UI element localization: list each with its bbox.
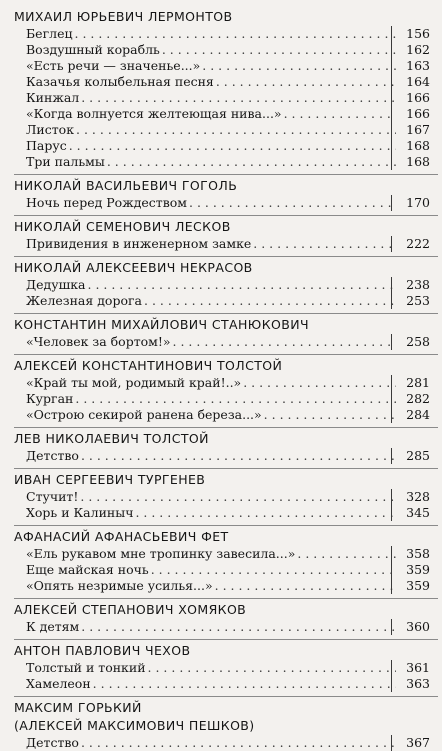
entry-title: Беглец — [26, 26, 73, 41]
dot-leader — [216, 74, 396, 90]
toc-entry[interactable] — [26, 391, 430, 407]
toc-entry[interactable] — [26, 334, 430, 350]
entry-title: Детство — [26, 735, 79, 750]
toc-section — [14, 696, 438, 751]
entry-page-number: 367 — [406, 735, 430, 750]
toc-entry[interactable] — [26, 407, 430, 423]
author-name: КОНСТАНТИН МИХАЙЛОВИЧ СТАНЮКОВИЧ — [14, 317, 309, 332]
entry-title: «Есть речи — значенье...» — [26, 58, 201, 73]
entry-page-number: 167 — [406, 122, 430, 137]
entry-title: Хамелеон — [26, 676, 91, 691]
author-real-name: (АЛЕКСЕЙ МАКСИМОВИЧ ПЕШКОВ) — [14, 718, 255, 733]
entry-page-number: 253 — [406, 293, 430, 308]
entry-list — [26, 236, 430, 252]
author-name: ИВАН СЕРГЕЕВИЧ ТУРГЕНЕВ — [14, 472, 206, 487]
entry-page-number: 345 — [406, 505, 430, 520]
entry-title: Хорь и Калиныч — [26, 505, 134, 520]
toc-entry[interactable] — [26, 489, 430, 505]
entry-page-number: 360 — [406, 619, 430, 634]
toc-entry[interactable] — [26, 676, 430, 692]
toc-entry[interactable] — [26, 505, 430, 521]
entry-page-number: 168 — [406, 154, 430, 169]
entry-page-number: 281 — [406, 375, 430, 390]
dot-leader — [243, 375, 396, 391]
toc-entry[interactable] — [26, 122, 430, 138]
dot-leader — [162, 42, 396, 58]
entry-title: «Край ты мой, родимый край!..» — [26, 375, 242, 390]
dot-leader — [253, 236, 396, 252]
dot-leader — [284, 106, 396, 122]
toc-section — [14, 313, 438, 350]
entry-title: Толстый и тонкий — [26, 660, 146, 675]
entry-title: Стучит! — [26, 489, 79, 504]
toc-entry[interactable] — [26, 154, 430, 170]
toc-entry[interactable] — [26, 74, 430, 90]
dot-leader — [93, 676, 396, 692]
entry-page-number: 361 — [406, 660, 430, 675]
toc-section — [14, 6, 438, 170]
entry-title: К детям — [26, 619, 80, 634]
entry-list — [26, 26, 430, 170]
entry-page-number: 162 — [406, 42, 430, 57]
toc-section — [14, 174, 438, 211]
author-name: ЛЕВ НИКОЛАЕВИЧ ТОЛСТОЙ — [14, 431, 209, 446]
entry-page-number: 328 — [406, 489, 430, 504]
dot-leader — [107, 154, 396, 170]
entry-page-number: 285 — [406, 448, 430, 463]
dot-leader — [151, 562, 396, 578]
entry-page-number: 258 — [406, 334, 430, 349]
entry-page-number: 168 — [406, 138, 430, 153]
author-name: НИКОЛАЙ АЛЕКСЕЕВИЧ НЕКРАСОВ — [14, 260, 253, 275]
entry-list — [26, 334, 430, 350]
entry-page-number: 164 — [406, 74, 430, 89]
toc-entry[interactable] — [26, 578, 430, 594]
entry-list — [26, 619, 430, 635]
author-name: МИХАИЛ ЮРЬЕВИЧ ЛЕРМОНТОВ — [14, 9, 233, 24]
entry-page-number: 166 — [406, 106, 430, 121]
author-name: АЛЕКСЕЙ СТЕПАНОВИЧ ХОМЯКОВ — [14, 602, 247, 617]
entry-title: Листок — [26, 122, 75, 137]
toc-entry[interactable] — [26, 735, 430, 751]
entry-title: «Человек за бортом!» — [26, 334, 171, 349]
entry-title: Кинжал — [26, 90, 80, 105]
entry-title: Железная дорога — [26, 293, 142, 308]
toc-section — [14, 468, 438, 521]
entry-page-number: 166 — [406, 90, 430, 105]
entry-list — [26, 546, 430, 594]
dot-leader — [264, 407, 396, 423]
entry-page-number: 284 — [406, 407, 430, 422]
entry-page-number: 359 — [406, 562, 430, 577]
dot-leader — [81, 90, 396, 106]
toc-section — [14, 639, 438, 692]
dot-leader — [81, 619, 396, 635]
entry-title: Еще майская ночь — [26, 562, 149, 577]
author-name: НИКОЛАЙ СЕМЕНОВИЧ ЛЕСКОВ — [14, 219, 231, 234]
toc-entry[interactable] — [26, 375, 430, 391]
entry-page-number: 222 — [406, 236, 430, 251]
toc-entry[interactable] — [26, 562, 430, 578]
entry-title: «Опять незримые усилья...» — [26, 578, 213, 593]
entry-title: Три пальмы — [26, 154, 105, 169]
entry-list — [26, 735, 430, 751]
dot-leader — [297, 546, 396, 562]
entry-page-number: 156 — [406, 26, 430, 41]
entry-page-number: 358 — [406, 546, 430, 561]
entry-title: Воздушный корабль — [26, 42, 160, 57]
toc-entry[interactable] — [26, 277, 430, 293]
toc-entry[interactable] — [26, 26, 430, 42]
entry-page-number: 282 — [406, 391, 430, 406]
dot-leader — [135, 505, 396, 521]
entry-page-number: 163 — [406, 58, 430, 73]
author-name: МАКСИМ ГОРЬКИЙ — [14, 700, 142, 715]
entry-title: Детство — [26, 448, 79, 463]
toc-section — [14, 256, 438, 309]
toc-section — [14, 215, 438, 252]
entry-page-number: 170 — [406, 195, 430, 210]
entry-page-number: 363 — [406, 676, 430, 691]
author-name: НИКОЛАЙ ВАСИЛЬЕВИЧ ГОГОЛЬ — [14, 178, 238, 193]
toc-entry[interactable] — [26, 90, 430, 106]
toc-section — [14, 354, 438, 423]
entry-page-number: 238 — [406, 277, 430, 292]
dot-leader — [144, 293, 396, 309]
table-of-contents — [14, 6, 438, 751]
entry-list — [26, 277, 430, 309]
toc-section — [14, 525, 438, 594]
toc-entry[interactable] — [26, 236, 430, 252]
entry-title: Дедушка — [26, 277, 86, 292]
toc-entry[interactable] — [26, 195, 430, 211]
entry-page-number: 359 — [406, 578, 430, 593]
entry-title: «Ель рукавом мне тропинку завесила...» — [26, 546, 296, 561]
dot-leader — [148, 660, 396, 676]
entry-list — [26, 195, 430, 211]
entry-list — [26, 660, 430, 692]
toc-section — [14, 598, 438, 635]
toc-entry[interactable] — [26, 58, 430, 74]
dot-leader — [76, 122, 396, 138]
dot-leader — [75, 391, 396, 407]
dot-leader — [202, 58, 396, 74]
entry-title: «Острою секирой ранена береза...» — [26, 407, 262, 422]
toc-entry[interactable] — [26, 619, 430, 635]
dot-leader — [81, 735, 396, 751]
toc-entry[interactable] — [26, 293, 430, 309]
toc-entry[interactable] — [26, 42, 430, 58]
entry-title: Ночь перед Рождеством — [26, 195, 187, 210]
dot-leader — [75, 26, 396, 42]
dot-leader — [215, 578, 396, 594]
entry-title: Курган — [26, 391, 74, 406]
author-name: АЛЕКСЕЙ КОНСТАНТИНОВИЧ ТОЛСТОЙ — [14, 358, 283, 373]
dot-leader — [173, 334, 396, 350]
dot-leader — [80, 489, 396, 505]
dot-leader — [88, 277, 397, 293]
toc-entry[interactable] — [26, 106, 430, 122]
toc-entry[interactable] — [26, 448, 430, 464]
author-name: АНТОН ПАВЛОВИЧ ЧЕХОВ — [14, 643, 191, 658]
entry-list — [26, 375, 430, 423]
entry-title: Казачья колыбельная песня — [26, 74, 214, 89]
dot-leader — [81, 448, 396, 464]
dot-leader — [189, 195, 396, 211]
entry-title: «Когда волнуется желтеющая нива...» — [26, 106, 282, 121]
toc-entry[interactable] — [26, 660, 430, 676]
entry-title: Привидения в инженерном замке — [26, 236, 252, 251]
entry-list — [26, 448, 430, 464]
entry-list — [26, 489, 430, 521]
toc-section — [14, 427, 438, 464]
toc-entry[interactable] — [26, 546, 430, 562]
toc-entry[interactable] — [26, 138, 430, 154]
author-name: АФАНАСИЙ АФАНАСЬЕВИЧ ФЕТ — [14, 529, 229, 544]
dot-leader — [69, 138, 396, 154]
entry-title: Парус — [26, 138, 67, 153]
